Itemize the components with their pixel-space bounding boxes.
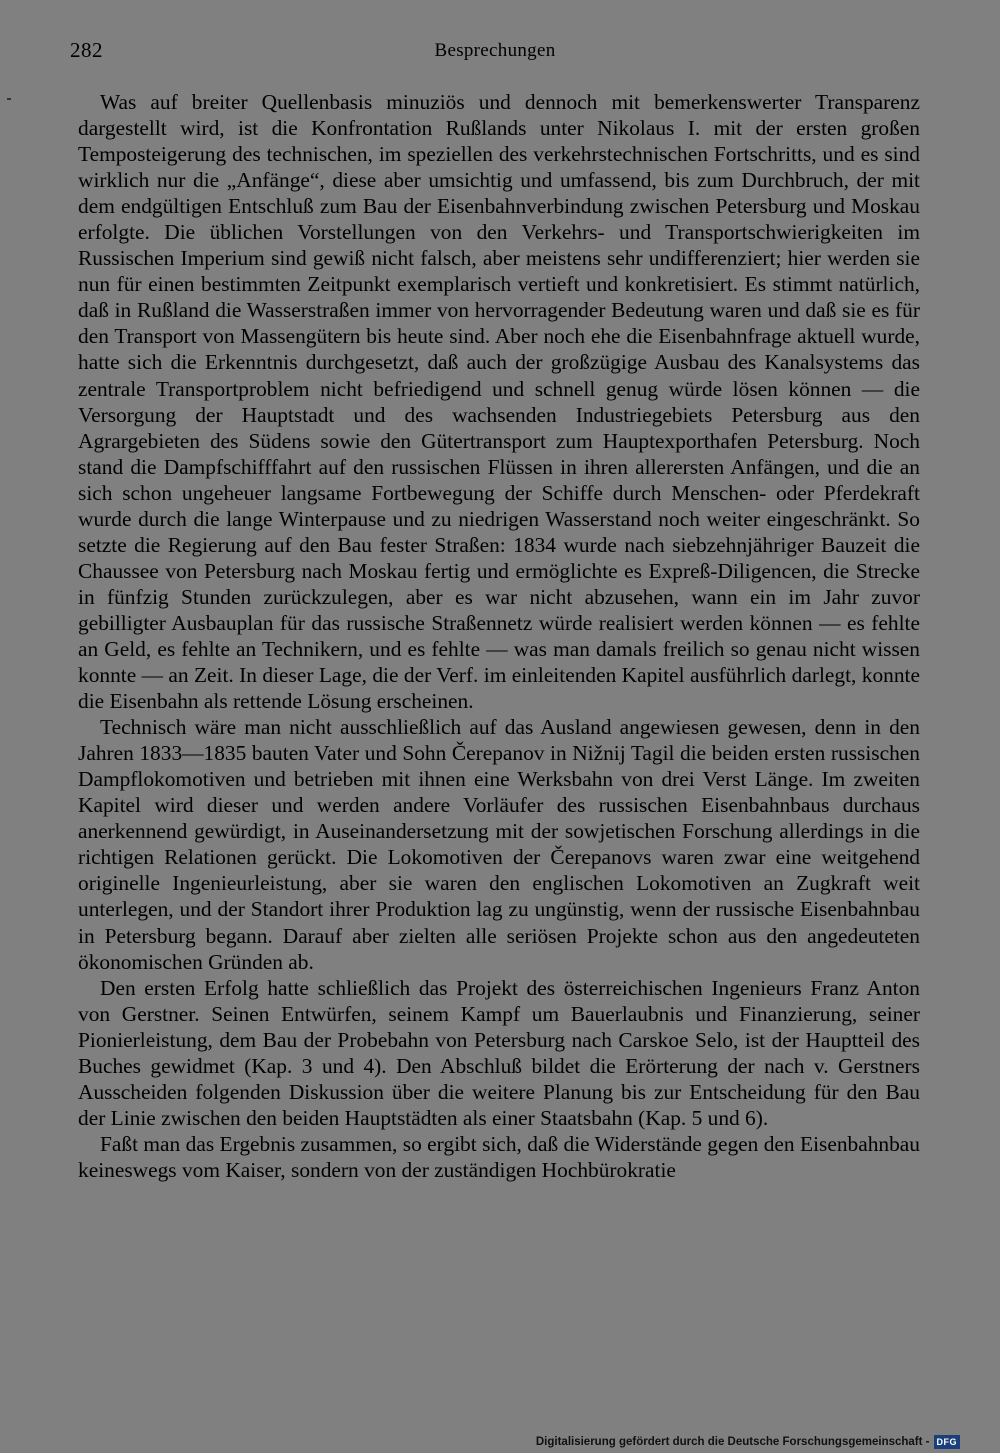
paragraph: Was auf breiter Quellenbasis minuziös und dennoch mit bemerkenswerter Transparenz dargestellt wird, ist die Konfrontation Rußlands unter Nikolaus I. mit der ersten großen Temposteigerung des technischen, im speziellen des verkehrstechnischen Fortschritts, und es sind wirklich nur die „Anfänge“, diese aber umsichtig und umfassend, bis zum Durchbruch, der mit dem endgültigen Entschluß zum Bau der Eisenbahnverbindung zwischen Petersburg und Moskau erfolgte. Die üblichen Vorstellungen von den Verkehrs- und Transportschwierigkeiten im Russischen Imperium sind gewiß nicht falsch, aber meistens sehr undifferenziert; hier werden sie nun für einen bestimmten Zeitpunkt exemplarisch vertieft und konkretisiert. Es stimmt natürlich, daß in Rußland die Wasserstraßen immer von hervorragender Bedeutung waren und daß sie es für den Transport von Massengütern bis heute sind. Aber noch ehe die Eisenbahnfrage aktuell wurde, hatte sich die Erkenntnis durchgesetzt, daß auch der großzügige Ausbau des Kanalsystems das zentrale Transportproblem nicht befriedigend und schnell genug würde lösen können — die Versorgung der Hauptstadt und des wachsenden Industriegebiets Petersburg aus den Agrargebieten des Südens sowie den Gütertransport zum Hauptexporthafen Petersburg. Noch stand die Dampfschifffahrt auf den russischen Flüssen in ihren allerersten Anfängen, und die an sich schon ungeheuer langsame Fortbewegung der Schiffe durch Menschen- oder Pferdekraft wurde durch die lange Winterpause und zu niedrigen Wasserstand noch weiter eingeschränkt. So setzte die Regierung auf den Bau fester Straßen: 1834 wurde nach siebzehnjähriger Bauzeit die Chaussee von Petersburg nach Moskau fertig und ermöglichte es Expreß-Diligencen, die Strecke in fünfzig Stunden zurückzulegen, aber es war nicht abzusehen, wann ein im Jahr zuvor gebilligter Ausbauplan für das russische Straßennetz würde realisiert werden können — es fehlte an Geld, es fehlte an Technikern, und es fehlte — was man damals freilich so genau nicht wissen konnte — an Zeit. In dieser Lage, die der Verf. im einleitenden Kapitel ausführlich darlegt, konnte die Eisenbahn als rettende Lösung erscheinen. bbox=[78, 90, 920, 714]
running-head: Besprechungen bbox=[434, 40, 556, 61]
dfg-logo: DFG bbox=[934, 1435, 961, 1449]
paragraph: Technisch wäre man nicht ausschließlich auf das Ausland angewiesen gewesen, denn in den Jahren 1833—1835 bauten Vater und Sohn Čerepanov in Nižnij Tagil die beiden ersten russischen Dampflokomotiven und betrieben mit ihnen eine Werksbahn von drei Verst Länge. Im zweiten Kapitel wird dieser und werden andere Vorläufer des russischen Eisenbahnbaus durchaus anerkennend gewürdigt, in Auseinandersetzung mit der sowjetischen Forschung allerdings in die richtigen Relationen gerückt. Die Lokomotiven der Čerepanovs waren zwar eine weitgehend originelle Ingenieurleistung, aber sie waren den englischen Lokomotiven an Zugkraft weit unterlegen, und der Standort ihrer Produktion lag zu ungünstig, wenn der russische Eisenbahnbau in Petersburg begann. Darauf aber zielten alle seriösen Projekte schon aus den angedeuteten ökonomischen Gründen ab. bbox=[78, 715, 920, 974]
paragraph: Den ersten Erfolg hatte schließlich das Projekt des österreichischen Ingenieurs Franz Anton von Gerstner. Seinen Entwürfen, seinem Kampf um Bauerlaubnis und Finanzierung, seiner Pionierleistung, dem Bau der Probebahn von Petersburg nach Carskoe Selo, ist der Hauptteil des Buches gewidmet (Kap. 3 und 4). Den Abschluß bildet die Erörterung der nach v. Gerstners Ausscheiden folgenden Diskussion über die weitere Planung bis zur Entscheidung für den Bau der Linie zwischen den beiden Hauptstädten als einer Staatsbahn (Kap. 5 und 6). bbox=[78, 975, 920, 1130]
page-number: 282 bbox=[70, 38, 103, 62]
paragraph: Faßt man das Ergebnis zusammen, so ergibt sich, daß die Widerstände gegen den Eisenbahnbau keineswegs vom Kaiser, sondern von der zuständigen Hochbürokratie bbox=[78, 1131, 920, 1182]
review-body-text bbox=[78, 89, 920, 1183]
scan-speck bbox=[7, 98, 11, 100]
page-header bbox=[70, 38, 920, 68]
funding-credit: Digitalisierung gefördert durch die Deutsche Forschungsgemeinschaft - bbox=[535, 1436, 930, 1448]
digitization-footer bbox=[536, 1435, 960, 1449]
